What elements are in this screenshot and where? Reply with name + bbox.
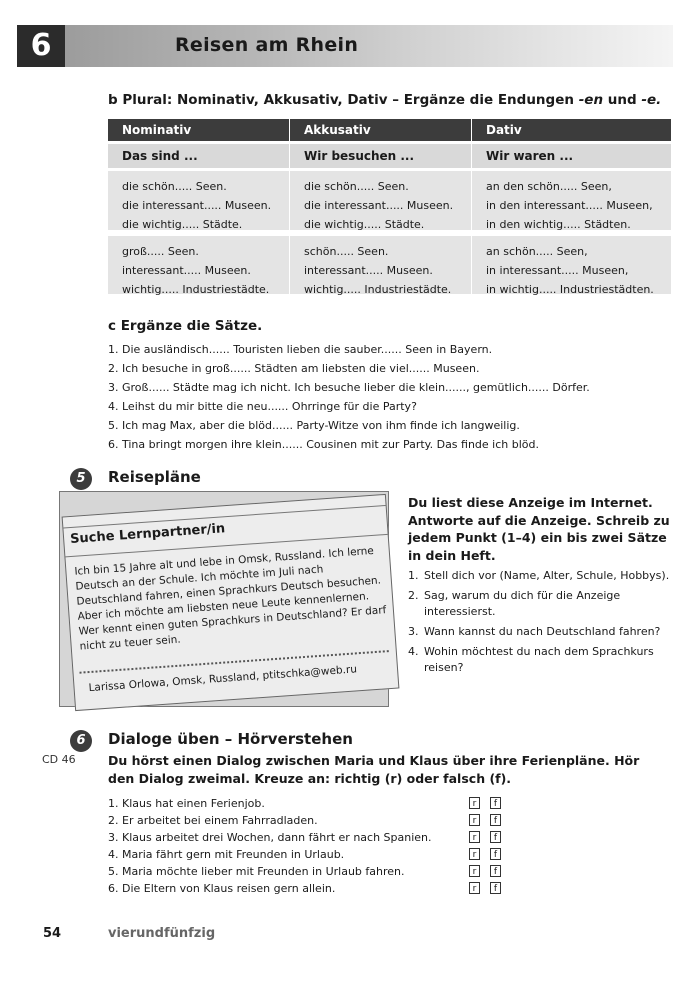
page-number-word: vierundfünfzig — [108, 926, 216, 941]
checkbox-richtig[interactable]: r — [469, 848, 480, 860]
item-number: 4. — [408, 645, 419, 658]
section-c-list — [108, 340, 590, 454]
table-block — [472, 171, 671, 230]
item-text: 1. Klaus hat einen Ferienjob. — [108, 797, 265, 810]
table-column-akkusativ — [290, 119, 471, 294]
item-text: 5. Maria möchte lieber mit Freunden in Urlaub fahren. — [108, 865, 405, 878]
item-text: 6. Die Eltern von Klaus reisen gern allein. — [108, 882, 336, 895]
exercise-5-title: Reisepläne — [108, 468, 201, 486]
item-number: 3. — [408, 625, 419, 638]
exercise-5-number: 5 — [70, 468, 92, 490]
cd-track-label: CD 46 — [42, 753, 76, 766]
table-cell: die wichtig..... Städte. — [122, 218, 243, 231]
table-column-nominativ — [108, 119, 289, 294]
table-cell: die schön..... Seen. — [122, 180, 227, 193]
table-cell: in den interessant..... Museen, — [486, 199, 653, 212]
item-text: Wann kannst du nach Deutschland fahren? — [424, 625, 661, 638]
checkbox-falsch[interactable]: f — [490, 797, 501, 809]
exercise-6-task: Du hörst einen Dialog zwischen Maria und Klaus über ihre Ferienpläne. Hör den Dialog zweimal. Kreuze an: richtig (r) oder falsch (f). — [108, 753, 640, 786]
list-item — [408, 568, 678, 584]
table-cell: interessant..... Museen. — [122, 264, 251, 277]
table-cell: die wichtig..... Städte. — [304, 218, 425, 231]
ad-heading: Suche Lernpartner/in — [69, 521, 226, 548]
item-text: Wohin möchtest du nach dem Sprachkurs reisen? — [424, 645, 654, 674]
list-item — [108, 812, 528, 829]
table-cell: wichtig..... Industriestädte. — [304, 283, 452, 296]
checkbox-richtig[interactable]: r — [469, 831, 480, 843]
exercise-6-title: Dialoge üben – Hörverstehen — [108, 730, 353, 748]
checkbox-richtig[interactable]: r — [469, 865, 480, 877]
column-header: Dativ — [472, 119, 671, 141]
checkbox-falsch[interactable]: f — [490, 848, 501, 860]
section-b-heading — [108, 92, 661, 108]
checkbox-richtig[interactable]: r — [469, 797, 480, 809]
chapter-title: Reisen am Rhein — [175, 34, 359, 56]
exercise-6-number: 6 — [70, 730, 92, 752]
list-item — [408, 588, 678, 620]
table-cell: an den schön..... Seen, — [486, 180, 612, 193]
checkbox-falsch[interactable]: f — [490, 865, 501, 877]
list-item — [108, 863, 528, 880]
table-cell: die interessant..... Museen. — [304, 199, 454, 212]
table-cell: an schön..... Seen, — [486, 245, 588, 258]
column-header: Akkusativ — [290, 119, 471, 141]
item-text: 4. Maria fährt gern mit Freunden in Urlaub. — [108, 848, 345, 861]
section-b-heading-text: b Plural: Nominativ, Akkusativ, Dativ – Ergänze die Endungen — [108, 92, 574, 108]
checkbox-falsch[interactable]: f — [490, 814, 501, 826]
column-subheader: Wir waren ... — [472, 144, 671, 168]
item-text: 3. Klaus arbeitet drei Wochen, dann fährt er nach Spanien. — [108, 831, 432, 844]
list-item — [108, 795, 528, 812]
exercise-6-items — [108, 795, 528, 897]
list-item — [408, 644, 678, 676]
ad-body: Ich bin 15 Jahre alt und lebe in Omsk, Russland. Ich lerne Deutsch an der Schule. Ich möchte im Juli nach Deutschland fahren, einen Sprachkurs Deutsch besuchen. Aber ich möchte am liebsten neue Leute kennenlernen. Wer kennt einen guten Sprachkurs in Deutschland? Er darf nicht zu teuer sein. — [74, 544, 387, 653]
column-header: Nominativ — [108, 119, 289, 141]
table-cell: in interessant..... Museen, — [486, 264, 629, 277]
section-c-heading: c Ergänze die Sätze. — [108, 318, 263, 334]
list-item: 5. Ich mag Max, aber die blöd...... Party-Witze von ihm finde ich langweilig. — [108, 419, 520, 432]
table-cell: wichtig..... Industriestädte. — [122, 283, 270, 296]
checkbox-falsch[interactable]: f — [490, 882, 501, 894]
section-b-and: und — [607, 92, 637, 108]
item-text: Sag, warum du dich für die Anzeige interessierst. — [424, 589, 621, 618]
item-number: 2. — [408, 589, 419, 602]
list-item: 6. Tina bringt morgen ihre klein...... Cousinen mit zur Party. Das finde ich blöd. — [108, 438, 540, 451]
list-item — [108, 846, 528, 863]
checkbox-falsch[interactable]: f — [490, 831, 501, 843]
list-item: 1. Die ausländisch...... Touristen lieben die sauber...... Seen in Bayern. — [108, 343, 493, 356]
ad-signature: Larissa Orlowa, Omsk, Russland, ptitschka@web.ru — [88, 663, 358, 695]
column-subheader: Das sind ... — [108, 144, 289, 168]
chapter-title-bar — [65, 25, 673, 67]
list-item: 4. Leihst du mir bitte die neu...... Ohrringe für die Party? — [108, 400, 417, 413]
table-column-dativ — [472, 119, 671, 294]
item-text: Stell dich vor (Name, Alter, Schule, Hobbys). — [424, 569, 670, 582]
table-cell: die schön..... Seen. — [304, 180, 409, 193]
section-b-suffix1: -en — [578, 92, 604, 108]
checkbox-richtig[interactable]: r — [469, 814, 480, 826]
ad-card — [62, 494, 400, 711]
item-number: 1. — [408, 569, 419, 582]
table-cell: interessant..... Museen. — [304, 264, 433, 277]
exercise-5-points — [408, 568, 678, 680]
table-cell: groß..... Seen. — [122, 245, 199, 258]
table-cell: in wichtig..... Industriestädten. — [486, 283, 654, 296]
column-subheader: Wir besuchen ... — [290, 144, 471, 168]
table-cell: die interessant..... Museen. — [122, 199, 272, 212]
chapter-number: 6 — [17, 25, 65, 67]
table-block — [108, 236, 289, 294]
list-item: 2. Ich besuche in groß...... Städten am liebsten die viel...... Museen. — [108, 362, 480, 375]
list-item — [108, 880, 528, 897]
item-text: 2. Er arbeitet bei einem Fahrradladen. — [108, 814, 318, 827]
table-cell: schön..... Seen. — [304, 245, 389, 258]
checkbox-richtig[interactable]: r — [469, 882, 480, 894]
section-b-suffix2: -e. — [641, 92, 662, 108]
exercise-5-task: Du liest diese Anzeige im Internet. Antworte auf die Anzeige. Schreib zu jedem Punkt (1–4) ein bis zwei Sätze in dein Heft. — [408, 495, 670, 563]
list-item — [108, 829, 528, 846]
page-number: 54 — [43, 926, 62, 941]
table-block — [108, 171, 289, 230]
list-item — [408, 624, 678, 640]
table-block — [290, 171, 471, 230]
table-block — [472, 236, 671, 294]
table-block — [290, 236, 471, 294]
list-item: 3. Groß...... Städte mag ich nicht. Ich besuche lieber die klein......, gemütlich...... Dörfer. — [108, 381, 590, 394]
table-cell: in den wichtig..... Städten. — [486, 218, 631, 231]
